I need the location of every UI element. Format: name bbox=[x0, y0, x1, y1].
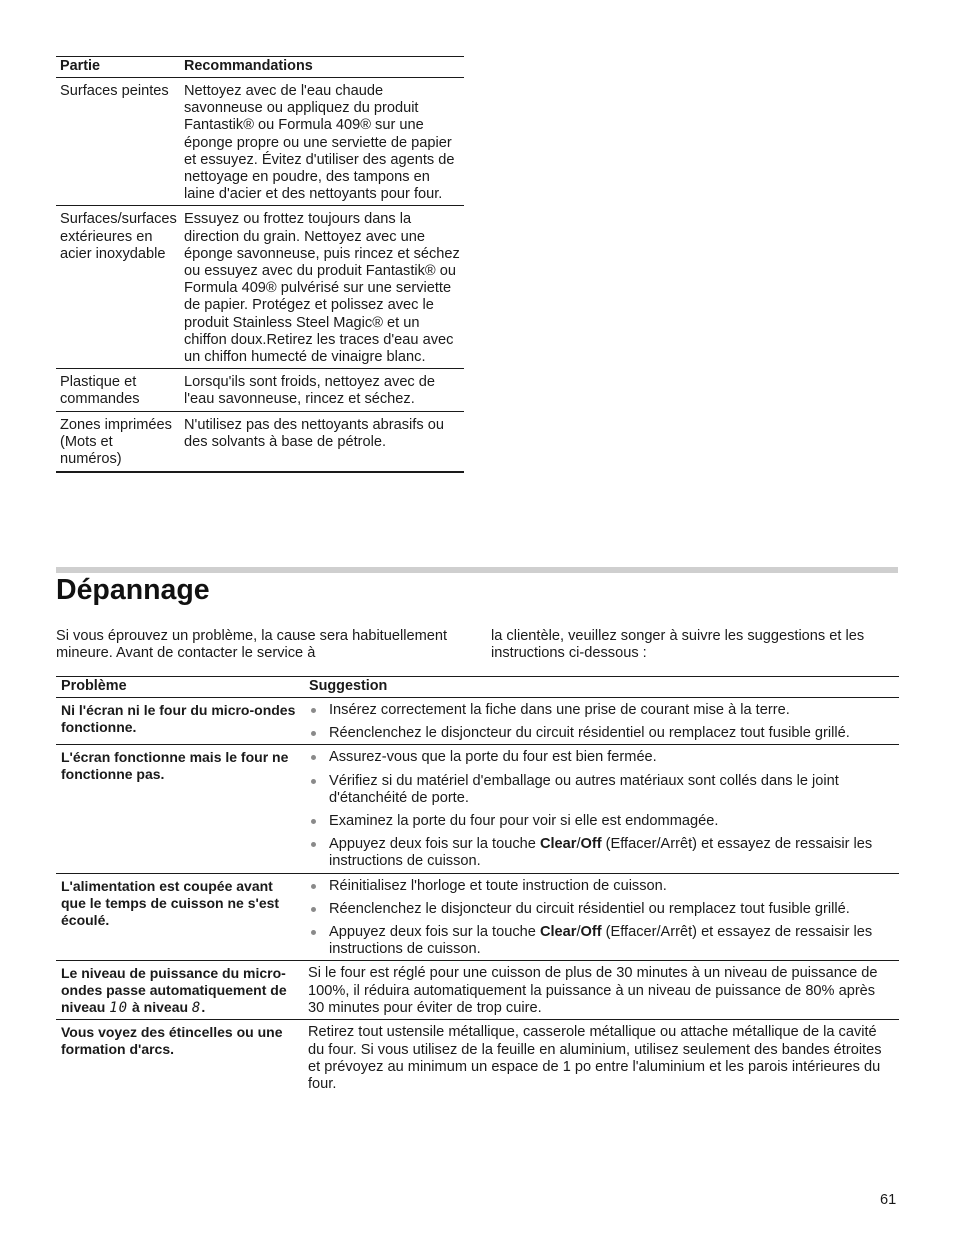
suggestion-text: Réinitialisez l'horloge et toute instruction de cuisson. bbox=[329, 877, 667, 894]
column-header: Suggestion bbox=[304, 677, 899, 698]
table-row bbox=[56, 961, 899, 1020]
clear-key-label: Clear bbox=[539, 924, 577, 941]
bullet-icon bbox=[311, 731, 316, 736]
table-header-row bbox=[56, 677, 899, 698]
table-row bbox=[56, 369, 464, 411]
text-run: (Effacer/Arrêt) et essayez de ressaisir les instructions de cuisson. bbox=[329, 836, 873, 870]
problem-cell bbox=[56, 961, 304, 1020]
column-header: Partie bbox=[56, 57, 180, 78]
text-run: Le niveau de puissance du micro-ondes passe automatiquement de niveau bbox=[61, 965, 287, 1016]
suggestion-list bbox=[308, 878, 895, 959]
list-item bbox=[308, 725, 895, 742]
suggestion-cell bbox=[304, 698, 899, 745]
suggestion-cell bbox=[304, 873, 899, 961]
list-item bbox=[308, 924, 895, 958]
list-item bbox=[308, 878, 895, 895]
page-number: 61 bbox=[880, 1192, 897, 1208]
text-run: / bbox=[576, 836, 581, 853]
suggestion-text: Vérifiez si du matériel d'emballage ou autres matériaux sont collés dans le joint d'étanchéité de porte. bbox=[329, 772, 839, 806]
section-title: Dépannage bbox=[56, 574, 210, 606]
bullet-icon bbox=[311, 779, 316, 784]
bullet-icon bbox=[311, 907, 316, 912]
off-key-label: Off bbox=[580, 836, 602, 853]
table-row bbox=[56, 206, 464, 369]
text-run: (Effacer/Arrêt) et essayez de ressaisir les instructions de cuisson. bbox=[329, 924, 873, 958]
suggestion-text: Assurez-vous que la porte du four est bien fermée. bbox=[329, 749, 657, 766]
bullet-icon bbox=[311, 819, 316, 824]
table-row bbox=[56, 745, 899, 873]
list-item bbox=[308, 702, 895, 719]
part-cell: Surfaces peintes bbox=[56, 78, 180, 206]
suggestion-text bbox=[329, 924, 872, 957]
bullet-icon bbox=[311, 884, 316, 889]
table-row bbox=[56, 1020, 899, 1095]
bullet-icon bbox=[311, 708, 316, 713]
problem-cell: L'alimentation est coupée avant que le temps de cuisson ne s'est écoulé. bbox=[56, 873, 304, 961]
column-header: Problème bbox=[56, 677, 304, 698]
power-level-8-display: 8 bbox=[191, 1000, 202, 1017]
text-run: Appuyez deux fois sur la touche bbox=[329, 924, 540, 941]
suggestion-text: Réenclenchez le disjoncteur du circuit résidentiel ou remplacez tout fusible grillé. bbox=[329, 900, 850, 917]
power-level-10-display: 10 bbox=[109, 1000, 129, 1017]
suggestion-list bbox=[308, 749, 895, 870]
part-cell: Plastique et commandes bbox=[56, 369, 180, 411]
bullet-icon bbox=[311, 755, 316, 760]
list-item bbox=[308, 901, 895, 918]
list-item bbox=[308, 773, 895, 807]
clear-key-label: Clear bbox=[539, 836, 577, 853]
cleaning-table bbox=[56, 56, 464, 473]
table-row bbox=[56, 873, 899, 961]
bullet-icon bbox=[311, 930, 316, 935]
table-row bbox=[56, 698, 899, 745]
text-run: / bbox=[576, 924, 581, 941]
table-row bbox=[56, 411, 464, 472]
suggestion-text bbox=[329, 836, 872, 869]
problem-cell: Ni l'écran ni le four du micro-ondes fonctionne. bbox=[56, 698, 304, 745]
text-run: . bbox=[201, 999, 206, 1016]
text-run: Appuyez deux fois sur la touche bbox=[329, 836, 540, 853]
intro-text-right: la clientèle, veuillez songer à suivre les suggestions et les instructions ci-dessous : bbox=[491, 628, 865, 662]
suggestion-text: Réenclenchez le disjoncteur du circuit résidentiel ou remplacez tout fusible grillé. bbox=[329, 725, 850, 742]
suggestion-cell bbox=[304, 745, 899, 873]
off-key-label: Off bbox=[580, 924, 602, 941]
intro-text-left: Si vous éprouvez un problème, la cause sera habituellement mineure. Avant de contacter le service à bbox=[56, 628, 448, 662]
suggestion-cell: Retirez tout ustensile métallique, casserole métallique ou attache métallique de la cavité du four. Si vous utilisez de la feuille en aluminium, utilisez seulement des bandes étroites et prévoyez au minimum un espace de 1 po entre l'aluminium et les parois intérieures du four. bbox=[308, 1024, 882, 1093]
table-row bbox=[56, 78, 464, 206]
recommendation-cell: Lorsqu'ils sont froids, nettoyez avec de l'eau savonneuse, rincez et séchez. bbox=[180, 369, 464, 411]
list-item bbox=[308, 749, 895, 766]
part-cell: Zones imprimées (Mots et numéros) bbox=[56, 411, 180, 472]
recommendation-cell: N'utilisez pas des nettoyants abrasifs ou des solvants à base de pétrole. bbox=[180, 411, 464, 472]
table-header-row bbox=[56, 57, 464, 78]
recommendation-cell: Nettoyez avec de l'eau chaude savonneuse ou appliquez du produit Fantastik® ou Formula 409® sur une éponge propre ou une serviette de papier et essuyez. Évitez d'utiliser des agents de nettoyage en poudre, des tampons en laine d'acier et des nettoyants pour four. bbox=[180, 78, 464, 206]
problem-cell: L'écran fonctionne mais le four ne fonctionne pas. bbox=[56, 745, 304, 873]
suggestion-list bbox=[308, 702, 895, 742]
suggestion-text: Insérez correctement la fiche dans une prise de courant mise à la terre. bbox=[329, 702, 790, 718]
list-item bbox=[308, 836, 895, 870]
text-run: à niveau bbox=[128, 999, 192, 1016]
bullet-icon bbox=[311, 842, 316, 847]
suggestion-text: Examinez la porte du four pour voir si elle est endommagée. bbox=[329, 813, 719, 830]
troubleshooting-table bbox=[56, 676, 899, 1095]
recommendation-cell: Essuyez ou frottez toujours dans la direction du grain. Nettoyez avec une éponge savonneuse, puis rincez et séchez ou essuyez avec du produit Fantastik® ou Formula 409® pulvérisé sur une serviette de papier. Protégez et polissez avec le produit Stainless Steel Magic® et un chiffon doux.Retirez les traces d'eau avec un chiffon humecté de vinaigre blanc. bbox=[180, 206, 464, 369]
column-header: Recommandations bbox=[180, 57, 464, 78]
part-cell: Surfaces/surfaces extérieures en acier inoxydable bbox=[56, 206, 180, 369]
problem-cell: Vous voyez des étincelles ou une formation d'arcs. bbox=[61, 1024, 283, 1058]
suggestion-cell: Si le four est réglé pour une cuisson de plus de 30 minutes à un niveau de puissance de 100%, il réduira automatiquement la puissance à un niveau de puissance de 80% après 30 minutes pour éviter de trop cuire. bbox=[304, 961, 899, 1020]
list-item bbox=[308, 813, 895, 830]
